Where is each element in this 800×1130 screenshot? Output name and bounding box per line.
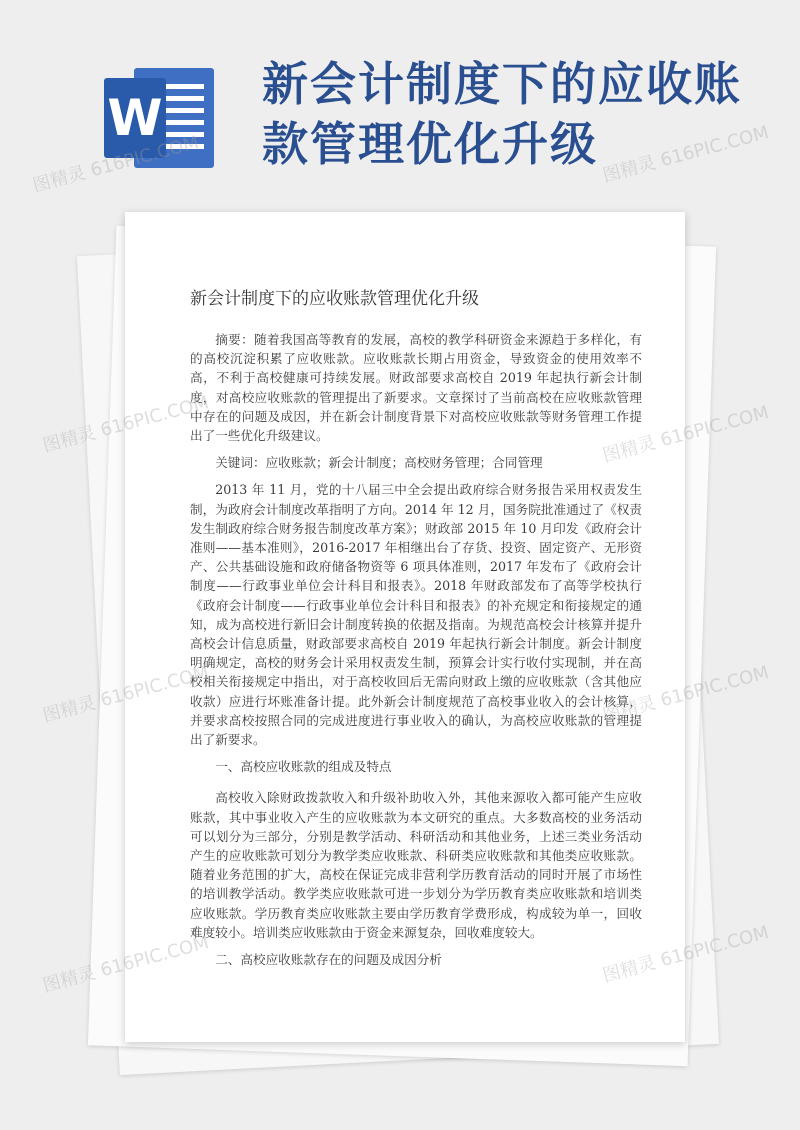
watermark: 图精灵 616PIC.COM — [40, 932, 212, 997]
watermark: 图精灵 616PIC.COM — [600, 402, 772, 467]
section-heading-1: 一、高校应收账款的组成及特点 — [215, 759, 392, 775]
document-page — [125, 212, 685, 1042]
watermark: 图精灵 616PIC.COM — [30, 132, 202, 197]
section-heading-2: 二、高校应收账款存在的问题及成因分析 — [215, 952, 442, 968]
banner-title: 新会计制度下的应收账款管理优化升级 — [262, 57, 742, 171]
keywords-paragraph: 关键词：应收账款；新会计制度；高校财务管理；合同管理 — [215, 455, 543, 471]
watermark: 图精灵 616PIC.COM — [600, 922, 772, 987]
header-banner — [0, 0, 800, 220]
word-icon-badge: W — [104, 78, 166, 158]
body-paragraph-1: 2013 年 11 月，党的十八届三中全会提出政府综合财务报告采用权责发生制，为政府会计制度改革指明了方向。2014 年 12 月，国务院批准通过了《权责发生制政府综合财务报告制度改革方案》；财政部 2015 年 10 月印发《政府会计准则——基本准则》，2016-2017 年相继出台了存货、投资、固定资产、无形资产、公共基础设施和政府储备物资等 6 项具体准则，2017 年发布了《政府会计制度——行政事业单位会计科目和报表》。2018 年财政部发布了高等学校执行《政府会计制度——行政事业单位会计科目和报表》的补充规定和衔接规定的通知，成为高校进行新旧会计制度转换的依据及指南。为规范高校会计核算并提升高校会计信息质量，财政部要求高校自 2019 年起执行新会计制度。新会计制度明确规定，高校的财务会计采用权责发生制，预算会计实行收付实现制，并在高校相关衔接规定中指出，对于高校收回后无需向财政上缴的应收账款（含其他应收款）应进行坏账准备计提。此外新会计制度规范了高校事业收入的会计核算，并要求高校按照合同的完成进度进行事业收入的确认，为高校应收账款的管理提出了新要求。 — [190, 482, 642, 748]
watermark: 图精灵 616PIC.COM — [40, 392, 212, 457]
body-paragraph-2: 高校收入除财政拨款收入和升级补助收入外，其他来源收入都可能产生应收账款，其中事业收入产生的应收账款为本文研究的重点。大多数高校的业务活动可以划分为三部分，分别是教学活动、科研活动和其他业务，上述三类业务活动产生的应收账款可划分为教学类应收账款、科研类应收账款和其他类应收账款。随着业务范围的扩大，高校在保证完成非营利学历教育活动的同时开展了市场性的培训教学活动。教学类应收账款可进一步划分为学历教育类应收账款和培训类应收账款。学历教育类应收账款主要由学历教育学费形成，构成较为单一，回收难度较小。培训类应收账款由于资金来源复杂，回收难度较大。 — [190, 790, 642, 940]
document-title: 新会计制度下的应收账款管理优化升级 — [190, 289, 479, 309]
watermark: 图精灵 616PIC.COM — [40, 662, 212, 727]
watermark: 图精灵 616PIC.COM — [600, 662, 772, 727]
abstract-paragraph: 摘要：随着我国高等教育的发展，高校的教学科研资金来源趋于多样化，有的高校沉淀积累了应收账款。应收账款长期占用资金，导致资金的使用效率不高，不利于高校健康可持续发展。财政部要求高校自 2019 年起执行新会计制度，对高校应收账款的管理提出了新要求。文章探讨了当前高校在应收账款管理中存在的问题及成因，并在新会计制度背景下对高校应收账款等财务管理工作提出了一些优化升级建议。 — [190, 332, 642, 444]
document-body — [190, 330, 642, 981]
watermark: 图精灵 616PIC.COM — [600, 122, 772, 187]
word-document-icon — [104, 68, 214, 168]
